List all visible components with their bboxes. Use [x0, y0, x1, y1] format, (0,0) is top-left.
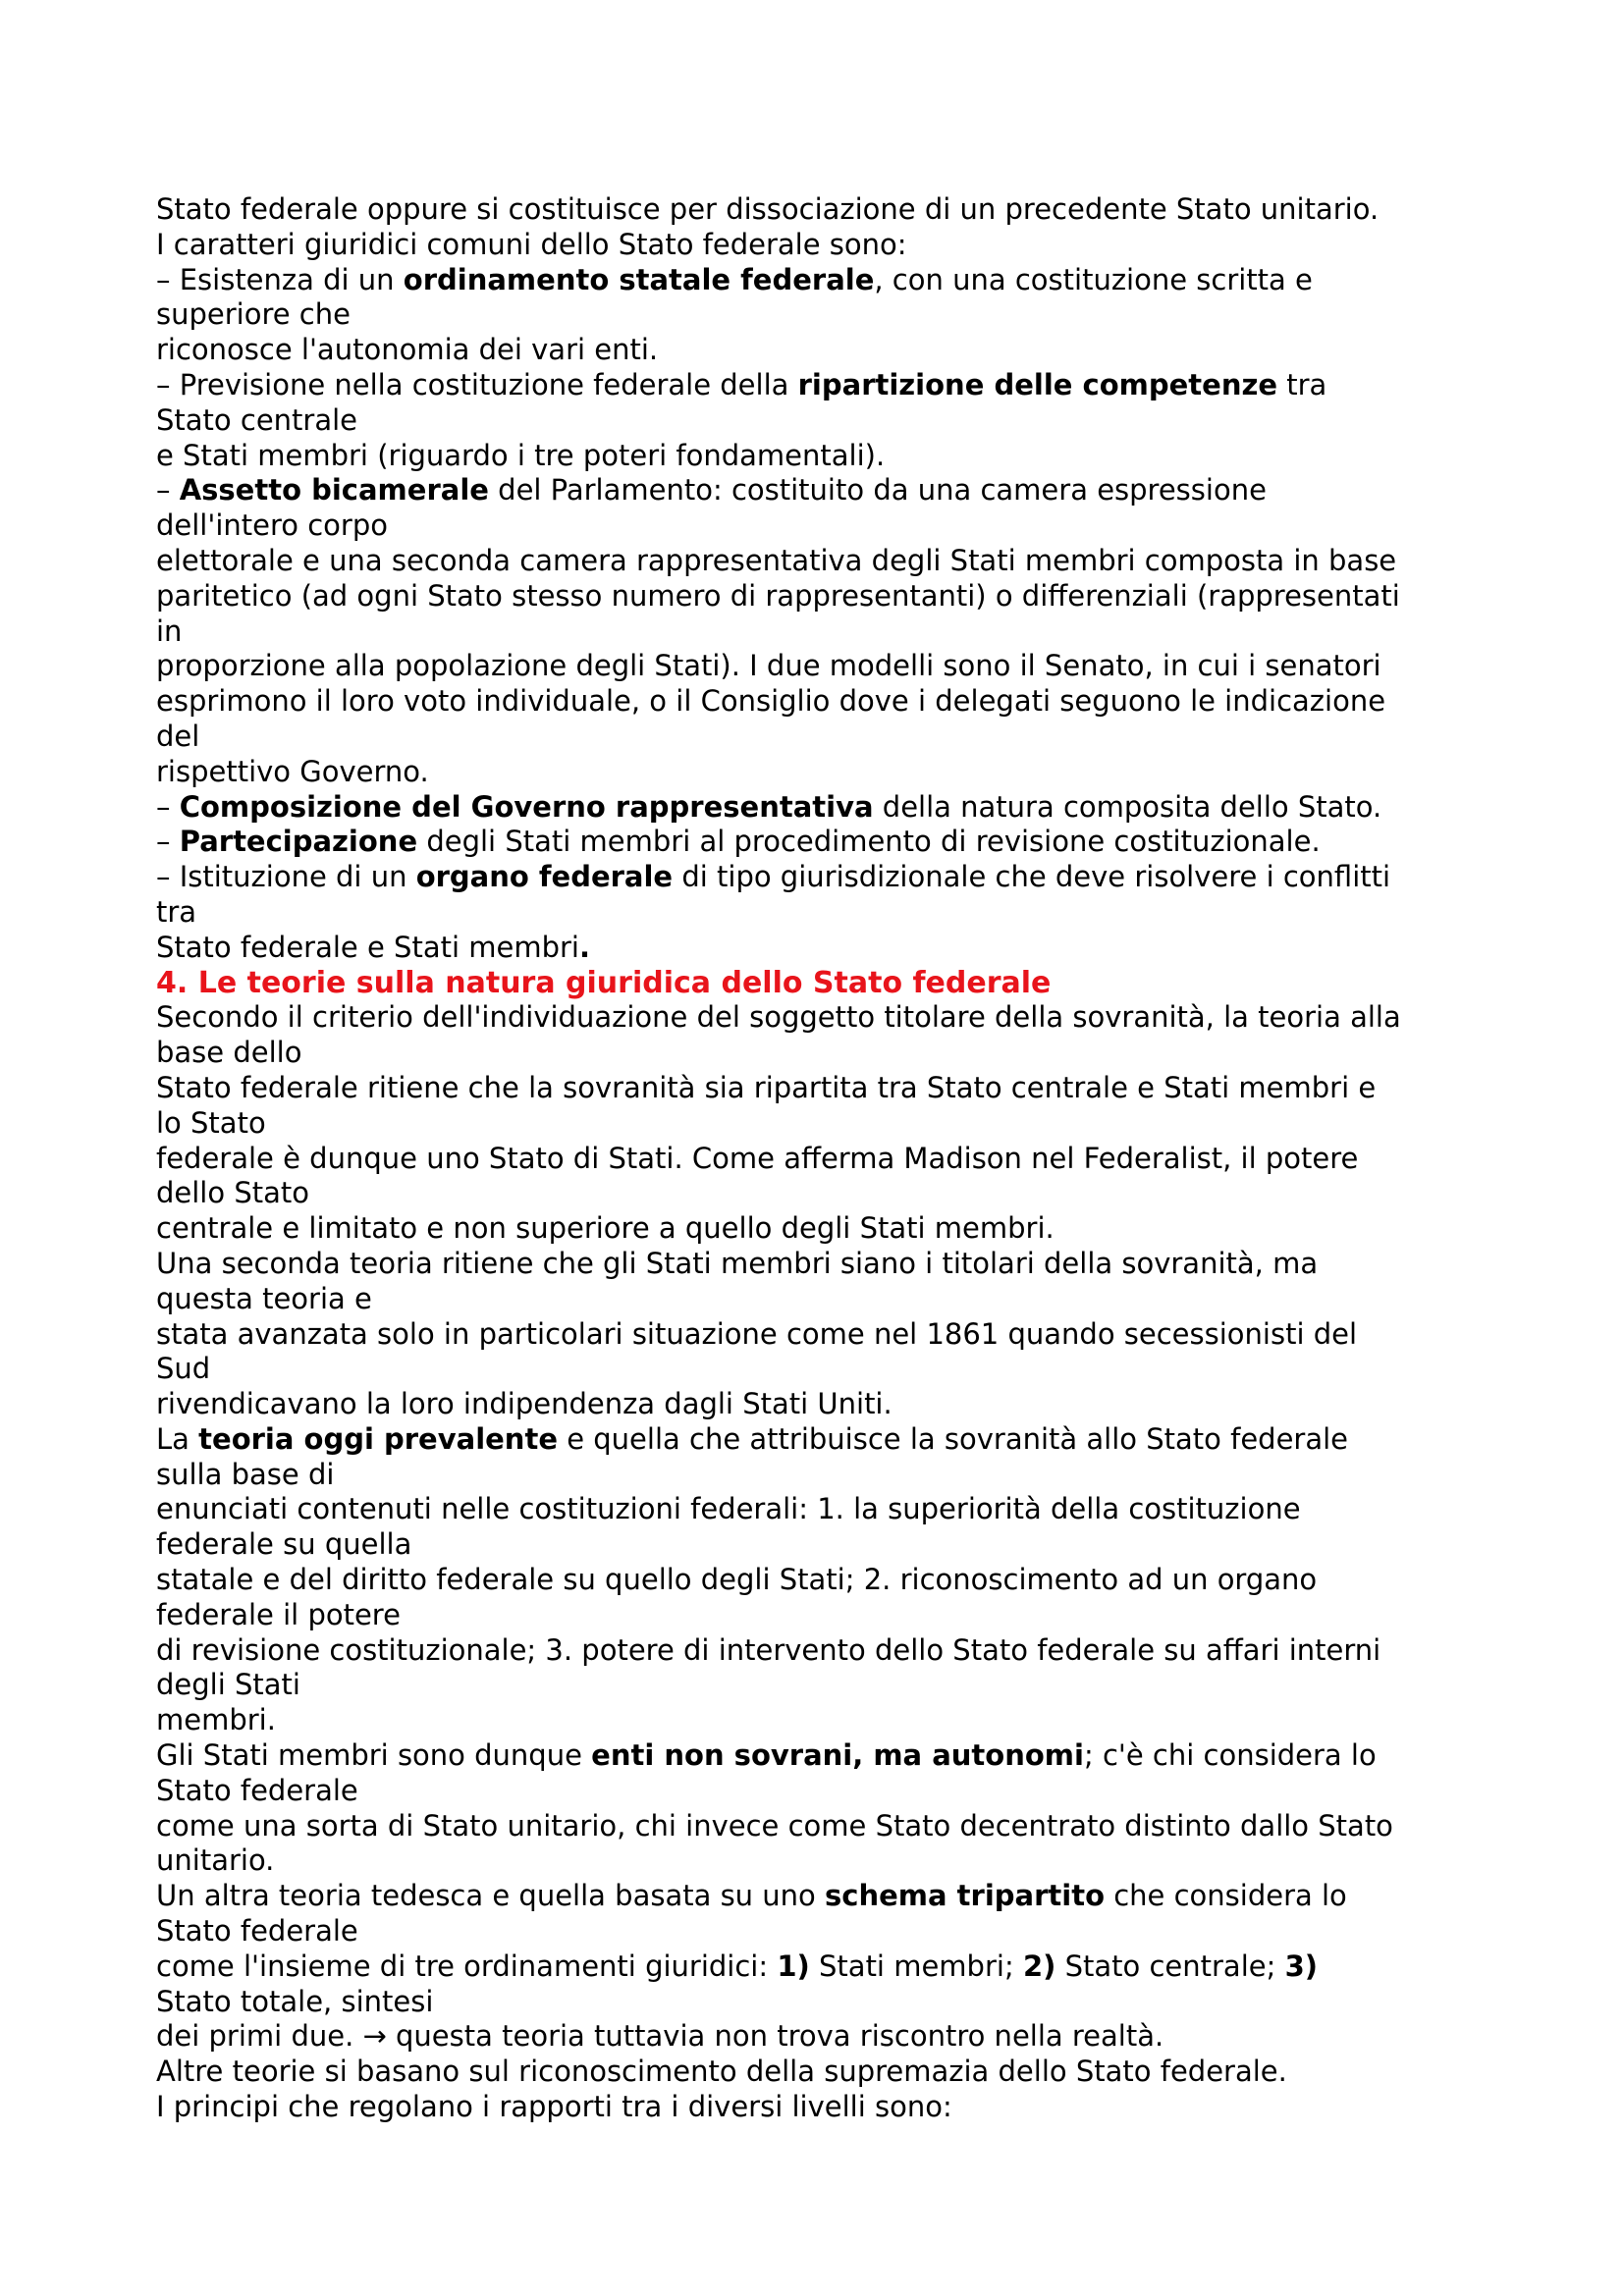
text-line [156, 1387, 1491, 1422]
text-segment: Altre teorie si basano sul riconoscimento della supremazia dello Stato federale. [156, 2055, 1287, 2089]
text-line [156, 1914, 1491, 1949]
bold-text: Partecipazione [179, 825, 418, 859]
text-segment: tra [156, 894, 197, 929]
text-segment: del Parlamento: costituito da una camera espressione [488, 473, 1267, 507]
text-segment: federale su quella [156, 1527, 412, 1562]
bold-text: 3) [1284, 1949, 1319, 1983]
text-line [156, 1563, 1491, 1598]
text-line [156, 1247, 1491, 1282]
text-line [156, 649, 1491, 684]
text-line [156, 368, 1491, 403]
text-line [156, 1352, 1491, 1387]
text-segment: questa teoria e [156, 1281, 372, 1315]
text-line [156, 720, 1491, 755]
text-segment: del [156, 719, 200, 753]
text-segment: e quella che attribuisce la sovranità allo Stato federale [557, 1421, 1349, 1456]
text-segment: stata avanzata solo in particolari situazione come nel 1861 quando secessionisti del [156, 1316, 1358, 1351]
bold-text: enti non sovrani, ma autonomi [591, 1738, 1084, 1773]
text-line [156, 1422, 1491, 1458]
text-segment: esprimono il loro voto individuale, o il Consiglio dove i delegati seguono le indicazione [156, 684, 1386, 719]
text-segment: federale il potere [156, 1597, 401, 1631]
text-line [156, 333, 1491, 368]
text-line [156, 2055, 1491, 2090]
text-segment: – [156, 473, 180, 507]
text-line [156, 1703, 1491, 1738]
text-segment: dell'intero corpo [156, 508, 388, 543]
text-line [156, 1317, 1491, 1353]
text-segment: I principi che regolano i rapporti tra i diversi livelli sono: [156, 2090, 952, 2124]
bold-text: organo federale [415, 860, 674, 894]
text-segment: – [156, 789, 180, 824]
text-segment: – Previsione nella costituzione federale della [156, 367, 798, 401]
text-segment: dei primi due. → questa teoria tuttavia non trova riscontro nella realtà. [156, 2019, 1164, 2054]
text-segment: enunciati contenuti nelle costituzioni federali: 1. la superiorità della costituzione [156, 1492, 1301, 1526]
text-segment: , con una costituzione scritta e [874, 262, 1313, 296]
text-line [156, 1774, 1491, 1809]
text-segment: – Istituzione di un [156, 860, 416, 894]
text-segment: – [156, 825, 180, 859]
text-segment: che considera lo [1105, 1879, 1347, 1913]
text-segment: di tipo giurisdizionale che deve risolvere i conflitti [673, 860, 1391, 894]
text-line [156, 931, 1491, 966]
text-segment: Stato federale oppure si costituisce per dissociazione di un precedente Stato unitario. [156, 192, 1380, 226]
text-segment: Stati membri; [809, 1949, 1023, 1983]
text-line [156, 1879, 1491, 1914]
bold-text: . [578, 930, 591, 964]
text-line [156, 228, 1491, 263]
text-line [156, 508, 1491, 544]
text-segment: Un altra teoria tedesca e quella basata su uno [156, 1879, 826, 1913]
text-segment: proporzione alla popolazione degli Stati). I due modelli sono il Senato, in cui i senatori [156, 649, 1381, 683]
text-line [156, 684, 1491, 720]
text-segment: tra [1277, 367, 1327, 401]
text-line [156, 1458, 1491, 1493]
text-segment: rispettivo Governo. [156, 754, 429, 788]
text-segment: ; c'è chi considera lo [1083, 1738, 1377, 1773]
text-segment: in [156, 614, 183, 648]
text-segment: Stato federale ritiene che la sovranità sia ripartita tra Stato centrale e Stati membri e [156, 1070, 1377, 1104]
section-heading [156, 966, 1491, 1001]
text-line [156, 860, 1491, 895]
text-segment: I caratteri giuridici comuni dello Stato federale sono: [156, 227, 907, 261]
text-line [156, 825, 1491, 860]
text-line [156, 1036, 1491, 1071]
text-segment: dello Stato [156, 1176, 309, 1210]
text-line [156, 439, 1491, 474]
text-segment: Stato federale [156, 1773, 358, 1807]
text-line [156, 1598, 1491, 1633]
text-segment: Stato centrale [156, 402, 358, 437]
text-segment: riconosce l'autonomia dei vari enti. [156, 333, 659, 367]
text-segment: statale e del diritto federale su quello degli Stati; 2. riconoscimento ad un organo [156, 1563, 1318, 1597]
text-line [156, 263, 1491, 298]
text-line [156, 895, 1491, 931]
text-segment: Una seconda teoria ritiene che gli Stati membri siano i titolari della sovranità, ma [156, 1246, 1319, 1280]
text-segment: Stato federale e Stati membri [156, 930, 579, 964]
bold-text: 1) [777, 1949, 810, 1983]
text-line [156, 2090, 1491, 2125]
text-segment: di revisione costituzionale; 3. potere di intervento dello Stato federale su affari interni [156, 1632, 1381, 1667]
text-segment: degli Stati membri al procedimento di revisione costituzionale. [417, 825, 1321, 859]
text-line [156, 1843, 1491, 1879]
text-segment: sulla base di [156, 1457, 335, 1491]
text-segment: Secondo il criterio dell'individuazione del soggetto titolare della sovranità, la teoria alla [156, 1000, 1401, 1035]
text-segment: Stato totale, sintesi [156, 1984, 434, 2018]
bold-text: teoria oggi prevalente [198, 1421, 558, 1456]
text-segment: Stato federale [156, 1914, 358, 1949]
text-line [156, 790, 1491, 826]
text-segment: – Esistenza di un [156, 262, 404, 296]
text-segment: come una sorta di Stato unitario, chi invece come Stato decentrato distinto dallo Stato [156, 1808, 1393, 1842]
text-line [156, 1176, 1491, 1211]
text-line [156, 297, 1491, 333]
text-segment: Stato centrale; [1055, 1949, 1285, 1983]
text-line [156, 544, 1491, 579]
text-line [156, 1738, 1491, 1774]
text-line [156, 473, 1491, 508]
text-segment: 4. Le teorie sulla natura giuridica dello Stato federale [156, 965, 1052, 1000]
bold-text: Composizione del Governo rappresentativa [179, 789, 874, 824]
text-line [156, 192, 1491, 228]
text-segment: federale è dunque uno Stato di Stati. Come afferma Madison nel Federalist, il potere [156, 1141, 1359, 1175]
text-line [156, 1492, 1491, 1527]
text-line [156, 1527, 1491, 1563]
text-segment: base dello [156, 1036, 302, 1070]
text-segment: degli Stati [156, 1668, 300, 1702]
text-line [156, 614, 1491, 650]
bold-text: schema tripartito [825, 1879, 1105, 1913]
text-line [156, 755, 1491, 790]
bold-text: Assetto bicamerale [179, 473, 489, 507]
text-line [156, 1071, 1491, 1106]
text-line [156, 2019, 1491, 2055]
text-segment: della natura composita dello Stato. [873, 789, 1382, 824]
text-line [156, 1633, 1491, 1669]
text-line [156, 1000, 1491, 1036]
text-line [156, 579, 1491, 614]
text-line [156, 1949, 1491, 1985]
text-line [156, 1211, 1491, 1247]
text-line [156, 1282, 1491, 1317]
bold-text: ripartizione delle competenze [797, 367, 1278, 401]
text-segment: e Stati membri (riguardo i tre poteri fondamentali). [156, 438, 886, 472]
text-line [156, 403, 1491, 439]
text-line [156, 1142, 1491, 1177]
text-segment: come l'insieme di tre ordinamenti giuridici: [156, 1949, 778, 1983]
document-body [156, 192, 1491, 2125]
text-segment: Gli Stati membri sono dunque [156, 1738, 592, 1773]
text-segment: membri. [156, 1703, 276, 1737]
text-line [156, 1106, 1491, 1142]
text-line [156, 1668, 1491, 1703]
text-segment: La [156, 1421, 199, 1456]
text-line [156, 1809, 1491, 1844]
text-segment: superiore che [156, 297, 351, 332]
text-segment: Sud [156, 1352, 211, 1386]
text-segment: centrale e limitato e non superiore a quello degli Stati membri. [156, 1211, 1055, 1246]
text-segment: paritetico (ad ogni Stato stesso numero di rappresentanti) o differenziali (rappresentati [156, 578, 1400, 613]
text-segment: elettorale e una seconda camera rappresentativa degli Stati membri composta in base [156, 543, 1397, 577]
text-segment: rivendicavano la loro indipendenza dagli Stati Uniti. [156, 1387, 893, 1421]
text-segment: unitario. [156, 1843, 275, 1878]
bold-text: 2) [1022, 1949, 1056, 1983]
bold-text: ordinamento statale federale [403, 262, 875, 296]
text-line [156, 1985, 1491, 2020]
text-segment: lo Stato [156, 1105, 266, 1140]
